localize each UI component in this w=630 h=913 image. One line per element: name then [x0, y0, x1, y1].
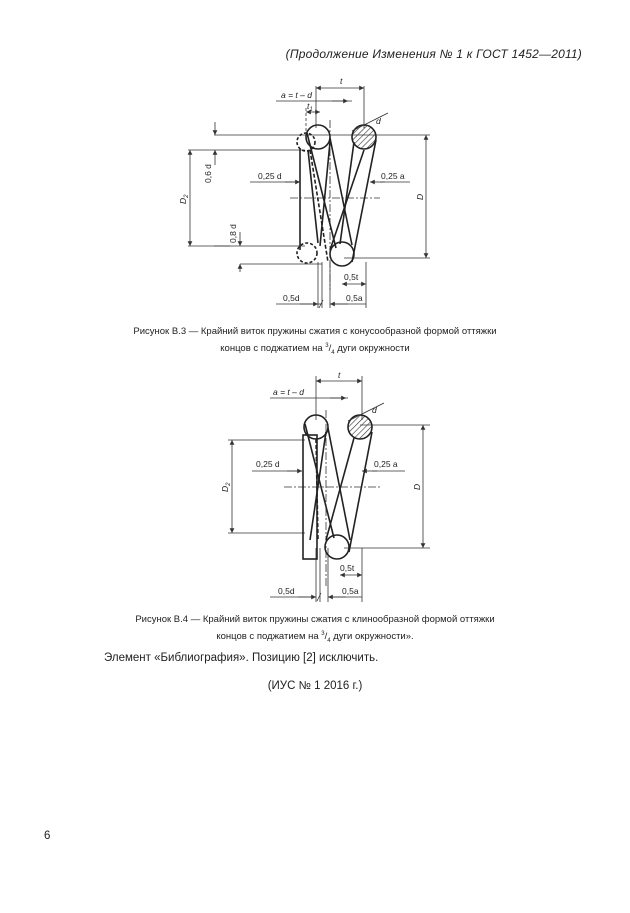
b3-08d-label: 0,8 d [228, 224, 238, 243]
b3-05t-label: 0,5t [344, 272, 359, 282]
b3-d-label: d [376, 116, 381, 126]
page-number: 6 [44, 830, 51, 842]
b4-D-label: D [412, 483, 422, 490]
b3-D2-label: $D_2$ [178, 194, 190, 204]
figure-b4-caption: Рисунок В.4 — Крайний виток пружины сжатия с клинообразной формой оттяжки концов с поджатием на $^3/_4$ дуги окружности». [135, 614, 495, 645]
b4-a-formula: a = t – d [273, 387, 304, 397]
figure-b3-drawing [0, 70, 630, 320]
b3-025d-label: 0,25 d [258, 171, 282, 181]
b3-t-label: t [340, 76, 343, 86]
b3-06d-label: 0,6 d [203, 164, 213, 183]
b3-D-label: D [415, 193, 425, 200]
b4-025a-label: 0,25 a [374, 459, 398, 469]
b4-D2-label: $D_2$ [220, 482, 232, 492]
ius-note: (ИУС № 1 2016 г.) [267, 680, 363, 692]
b3-t1-label: $t_1$ [307, 101, 313, 113]
figure-b4-drawing [0, 368, 630, 608]
bibliography-instruction: Элемент «Библиография». Позицию [2] исключить. [104, 652, 379, 664]
figure-b4 [0, 368, 630, 608]
b3-05d-label: 0,5d [283, 293, 300, 303]
b4-05d-label: 0,5d [278, 586, 295, 596]
continuation-header: (Продолжение Изменения № 1 к ГОСТ 1452—2011) [285, 47, 582, 61]
figure-b3 [0, 70, 630, 320]
b4-025d-label: 0,25 d [256, 459, 280, 469]
b3-05a-label: 0,5a [346, 293, 363, 303]
b3-025a-label: 0,25 a [381, 171, 405, 181]
b4-d-label: d [372, 405, 377, 415]
b4-05a-label: 0,5a [342, 586, 359, 596]
b3-a-formula: a = t – d [281, 90, 312, 100]
figure-b3-caption: Рисунок В.3 — Крайний виток пружины сжатия с конусообразной формой оттяжки концов с поджатием на $^3/_4$ дуги окружности [133, 326, 497, 357]
b4-t-label: t [338, 370, 341, 380]
b4-05t-label: 0,5t [340, 563, 355, 573]
